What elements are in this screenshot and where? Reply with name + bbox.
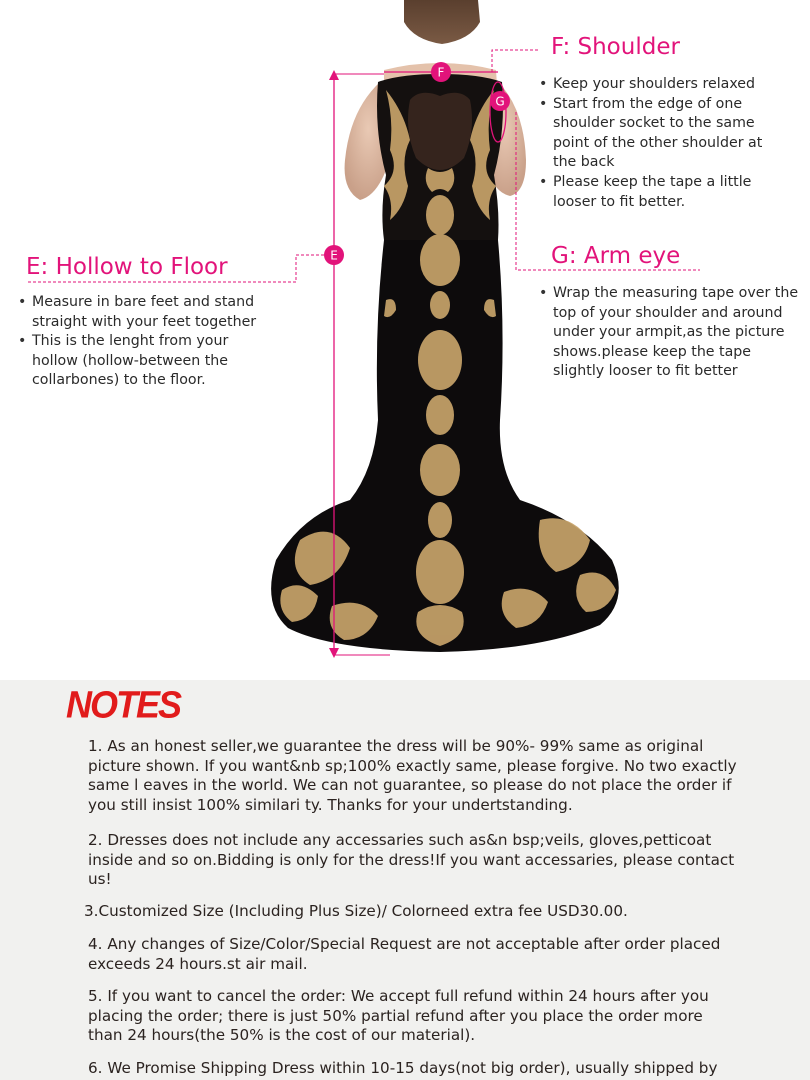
note-6: 6. We Promise Shipping Dress within 10-15 days(not big order), usually shipped by: [88, 1059, 718, 1077]
shoulder-instructions: [539, 75, 779, 212]
shoulder-bullet-3: • Please keep the tape a little looser to fit better.: [539, 173, 779, 212]
hollow-to-floor-instructions: [18, 293, 268, 391]
notes-section: [0, 680, 810, 1080]
arm-eye-instructions: [539, 284, 801, 382]
marker-g: G: [495, 94, 505, 109]
shoulder-bullet-1: • Keep your shoulders relaxed: [539, 75, 779, 95]
note-1: 1. As an honest seller,we guarantee the dress will be 90%- 99% same as original picture shown. If you want&nb sp;100% exactly same, please forgive. No two exactly same l eaves in the world. We can not guarantee, so please do not place the order if you still insist 100% similari ty. Thanks for your undertstanding.: [88, 737, 737, 814]
marker-f: F: [437, 65, 445, 80]
hollow-to-floor-title: E: Hollow to Floor: [26, 254, 228, 280]
sheer-back: [408, 93, 472, 170]
arm-eye-title: G: Arm eye: [551, 243, 681, 269]
note-4: 4. Any changes of Size/Color/Special Request are not acceptable after order placed exceeds 24 hours.st air mail.: [88, 935, 721, 973]
hollow-bullet-1: • Measure in bare feet and stand straight with your feet together: [18, 293, 268, 332]
note-2: 2. Dresses does not include any accessaries such as&n bsp;veils, gloves,petticoat inside and so on.Bidding is only for the dress!If you want accessaries, please contact us!: [88, 831, 735, 888]
note-3: 3.Customized Size (Including Plus Size)/ Colorneed extra fee USD30.00.: [84, 902, 628, 920]
marker-e: E: [330, 248, 338, 263]
shoulder-bullet-2: • Start from the edge of one shoulder socket to the same point of the other shoulder at the back: [539, 95, 779, 173]
hair: [404, 0, 480, 44]
arm-eye-bullet-1: • Wrap the measuring tape over the top of your shoulder and around under your armpit,as the picture shows.please keep the tape slightly looser to fit better: [539, 284, 801, 382]
note-5: 5. If you want to cancel the order: We accept full refund within 24 hours after you placing the order; there is just 50% partial refund after you place the order more than 24 hours(the 50% is the cost of our material).: [88, 987, 709, 1044]
notes-title: NOTES: [66, 682, 181, 726]
hollow-bullet-2: • This is the lenght from your hollow (hollow-between the collarbones) to the floor.: [18, 332, 268, 391]
shoulder-title: F: Shoulder: [551, 34, 680, 60]
